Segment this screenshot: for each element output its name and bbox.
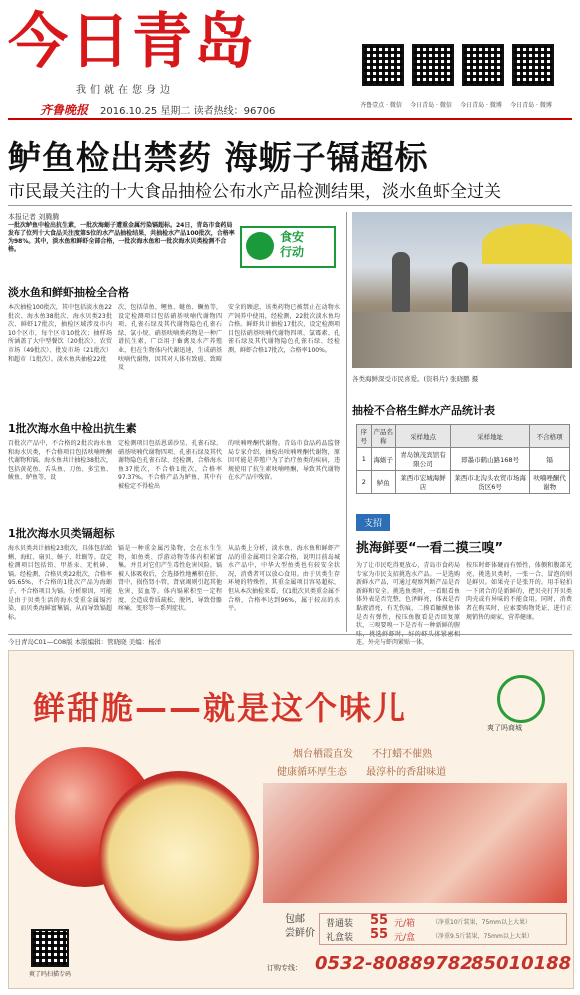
umbrella-shape [482, 224, 572, 264]
footer-divider [8, 634, 572, 635]
section-1-col-1: 本次抽检100批次，其中包括淡水鱼22批次、海水鱼38批次、海水贝类23批次、鲜虾17批次，抽检区域涉及市内10个区市，每个区市10批次；抽样场所涵盖了大中型餐饮（20批次）、农贸市场（49批次）、批发市场（21批次）和超市（1批次）。淡水鱼共抽检22批 [8, 304, 112, 363]
section-1-col-2: 次，包括草鱼、鲤鱼、鲢鱼、鳜鱼等，设定检测项目包括硝基呋喃代谢物四项、孔雀石绿及其代谢物隐色孔雀石绿、氯小烷、硝基呋喃类药物是一种广谱抗生素，广泛用于畜禽及水产养殖业，但在生物体内代谢迅速，生成硝基呋喃代谢物，因其对人体有致癌、致畸及 [118, 304, 222, 372]
tip-col-2: 按压时虾体硬而有弹性，体侧和腹部光亮，挑选贝类时，一张一合、冒泡的则是鲜贝。如果壳子是张开的，用手轻拍一下闭合的是新鲜的，把贝壳打开贝类肉壳或有异味的不能食用。同时，消费者在购买时，应索要购物凭证，进行正规销售的商家，营养健康。 [466, 562, 572, 621]
section-1-col-3: 安全的顾虑，该类药物已被禁止在动物水产饲养中使用，经检测，22批次淡水鱼均合格。鲜虾共计抽检17批次，设定检测项目包括硝基呋喃代谢物四项、氯霉素、孔雀石绿及其代谢物隐色孔雀石绿、经检测，鲜虾合格17批次，合格率100%。 [228, 304, 340, 354]
article-subhead: 市民最关注的十大食品抽检公布水产品检测结果，淡水鱼虾全过关 [8, 182, 501, 202]
price-2-unit: 元/盒 [394, 933, 416, 943]
hotline-number-1[interactable]: 0532-80889782 [315, 953, 473, 974]
section-title-1: 淡水鱼和鲜虾抽检全合格 [8, 286, 129, 299]
qr-label-2: 今日青岛 · 微信 [410, 102, 452, 109]
ad-brand: 爽了吗商城 [487, 724, 522, 732]
food-safety-logo-icon [246, 232, 274, 260]
section-title-3: 1批次海水贝类镉超标 [8, 527, 115, 540]
qr-code-1[interactable] [362, 44, 404, 86]
price-1-label: 普通装 [326, 919, 354, 929]
qr-code-4[interactable] [512, 44, 554, 86]
article-headline: 鲈鱼检出禁药 海蛎子镉超标 [8, 138, 429, 177]
price-1: 55 [370, 913, 389, 928]
price-2-note: （净重9.5斤装果，75mm以上大果） [432, 933, 533, 940]
section-title-2: 1批次海水鱼中检出抗生素 [8, 422, 137, 435]
table-header-cell: 产品名称 [371, 425, 396, 448]
photo-caption: 各类海鲜深受市民喜爱。(资料片) 张晓鹏 摄 [352, 375, 479, 383]
seafood-stall-shape [352, 312, 572, 368]
ad-slogan: 鲜甜脆——就是这个味儿 [33, 689, 408, 727]
page-footer: 今日青岛C01—C08版 本版编辑：管晓晓 美编：杨洋 [8, 638, 162, 646]
section-2-col-2: 定检测项目包括恩诺沙星、孔雀石绿、硝基呋喃代谢物四项、孔雀石绿及其代谢物隐色孔雀石绿、经检测，合格海水鱼37批次，不合格1批次，合格率97.37%。不合格产品为鲈鱼，其中有被检定不得检出 [118, 440, 222, 490]
table-row [357, 471, 570, 494]
tip-tag: 支招 [356, 514, 390, 531]
qr-label-1: 齐鲁壹点 · 微信 [360, 102, 402, 109]
masthead-title: 今日青岛 [8, 7, 256, 77]
section-2-col-3: 的呋喃唑酮代谢物。青岛市食品药品监督局专家介绍，抽检出呋喃唑酮代谢物，原因可能是养殖户为了治疗鱼类的疾病，违规使用了抗生素呋喃唑酮，导致其代谢物在水产品中残留。 [228, 440, 340, 482]
table-header-cell: 采样地址 [450, 425, 529, 448]
hotline-number-2[interactable]: 85010188 [471, 953, 572, 974]
newspaper-logo: 齐鲁晚报 [40, 103, 89, 117]
person-shape [392, 252, 410, 312]
table-row [357, 448, 570, 471]
table-cell: 2 [357, 471, 372, 494]
price-2: 55 [370, 927, 389, 942]
sliced-apple-image [99, 771, 259, 941]
badge-text: 食安 行动 [280, 230, 305, 259]
qr-label-4: 今日青岛 · 微博 [510, 102, 552, 109]
market-photo [352, 212, 572, 368]
headline-divider [8, 205, 572, 206]
table-cell: 海蛎子 [371, 448, 396, 471]
ad-qr-label: 爽了吗扫描专码 [29, 971, 72, 978]
table-cell: 青岛镇茂宾馆有限公司 [396, 448, 451, 471]
table-cell: 莱西市宏城海鲜店 [396, 471, 451, 494]
section-2-col-1: 百批次产品中，不合格的2批次海水鱼和海水贝类，不合格项目包括呋喃唑酮代谢物和镉。海水鱼共计抽检38批次，包括黄花鱼、舌头鱼、刀鱼、多宝鱼、鲅鱼、鲈鱼等，设 [8, 440, 112, 482]
table-cell: 莱西市北沟头农贸市场海货区6号 [450, 471, 529, 494]
table-header-cell: 不合格项 [530, 425, 570, 448]
price-2-label: 礼盒装 [326, 933, 354, 943]
table-cell: 即墨市鹤山路168号 [450, 448, 529, 471]
section-3-col-3: 从品类上分析，淡水鱼、海水鱼和鲜虾产品的重金属项目全部合格，说明目前岛城水产品中，中华大型鱼类也有较安全状况，消费者可以放心食用。由于贝类生存环境的特殊性，其重金属项目容易超标，但从本次抽检来看，仅1批次贝类重金属不合格，合格率达到96%，属于较高的水平。 [228, 545, 340, 613]
price-1-unit: 元/箱 [394, 919, 416, 929]
column-divider [346, 212, 347, 632]
unqualified-products-table [356, 424, 570, 494]
table-cell: 鲈鱼 [371, 471, 396, 494]
ad-features-2: 健康循环厚生态 最淳朴的香甜味道 [277, 767, 447, 778]
hotline-label: 订购专线： [267, 964, 302, 972]
masthead-slogan: 我们就在您身边 [76, 85, 174, 96]
ad-features-1: 烟台栖霞直发 不打蜡不催熟 [293, 749, 433, 760]
table-cell: 呋喃唑酮代谢物 [530, 471, 570, 494]
table-header-row [357, 425, 570, 448]
apple-advertisement[interactable] [8, 650, 574, 989]
table-header-cell: 序号 [357, 425, 372, 448]
article-lead: 一批次鲈鱼中检出抗生素，一批次海蛎子遭重金属污染镉超标。24日，青岛市食药局发布了位列十大食品关注度第5位的水产品抽检结果，共抽检水产品100批次，合格率为98%。其中，淡水鱼和鲜虾全部合格，一批次海水鱼和一批次海水贝类检测不合格。 [8, 222, 235, 253]
food-safety-badge [240, 226, 336, 268]
table-title: 抽检不合格生鲜水产品统计表 [352, 404, 495, 417]
qr-code-icon [462, 44, 504, 86]
price-1-note: （净重10斤装果，75mm以上大果） [432, 919, 531, 926]
person-shape [452, 262, 468, 316]
table-cell: 镉 [530, 448, 570, 471]
qr-code-icon [362, 44, 404, 86]
section-3-col-2: 镉是一种重金属污染物，会在水生生物，如鱼类、浮游动物等体内积累富集。并且对它们产生毒性危害风险。镉被人体吸收后，会选择性地蓄积在肝，肾中，损伤肾小管，肾衰竭则引起其他危害，贫血等。体内镉累积至一定程度，会造成骨质疏松，脱钙，导致骨骼疼痛，变形等一系列症状。 [118, 545, 222, 613]
dateline: 2016.10.25 星期二 读者热线：96706 [100, 106, 276, 117]
qr-code-icon [412, 44, 454, 86]
article-byline: 本报记者 刘腾腾 [8, 213, 60, 221]
price-box [319, 913, 567, 945]
brand-logo-icon [497, 675, 545, 723]
qr-code-icon [31, 929, 69, 967]
apple-box-photos [263, 783, 567, 903]
qr-code-icon [512, 44, 554, 86]
masthead-divider [8, 118, 572, 120]
table-header-cell: 采样地点 [396, 425, 451, 448]
table-cell: 1 [357, 448, 372, 471]
tip-headline: 挑海鲜要“一看二摸三嗅” [356, 541, 504, 556]
tip-col-1: 为了让市民吃得更放心，青岛市食药局专家为市民支招挑选水产品。一是选购新鲜水产品，可通过观察判断产品是否新鲜和安全。挑选鱼类时，一看眼看鱼体外表是否完整，色泽鲜亮，体表是否黏液清亮，有无伤痕，二摸看触摸鱼体是否有弹性，按压鱼腹看是否回复原状，三嗅要嗅一下是否有一种新鲜的腥 连，外壳与虾肉紧贴一体， [356, 562, 460, 647]
qr-code-2[interactable] [412, 44, 454, 86]
ad-qr-code[interactable] [31, 929, 69, 967]
qr-label-3: 今日青岛 · 微博 [460, 102, 502, 109]
qr-code-3[interactable] [462, 44, 504, 86]
section-3-col-1: 海水贝类共计抽检23批次，具体包括蛤蜊、海虹、扇贝、蛏子、牡蛎等。设定检测项目包括铅、甲基汞、无机砷、镉。经检测，合格贝类22批次，合格率95.65%，不合格的1批次产品为海蛎子，不合格项目为镉。分析原因，可能是由于贝类生活的海水受重金属镉污染，而贝类海鲜富集镉，从而导致镉超标。 [8, 545, 112, 621]
ad-price-tag: 包邮 尝鲜价 [285, 914, 315, 939]
